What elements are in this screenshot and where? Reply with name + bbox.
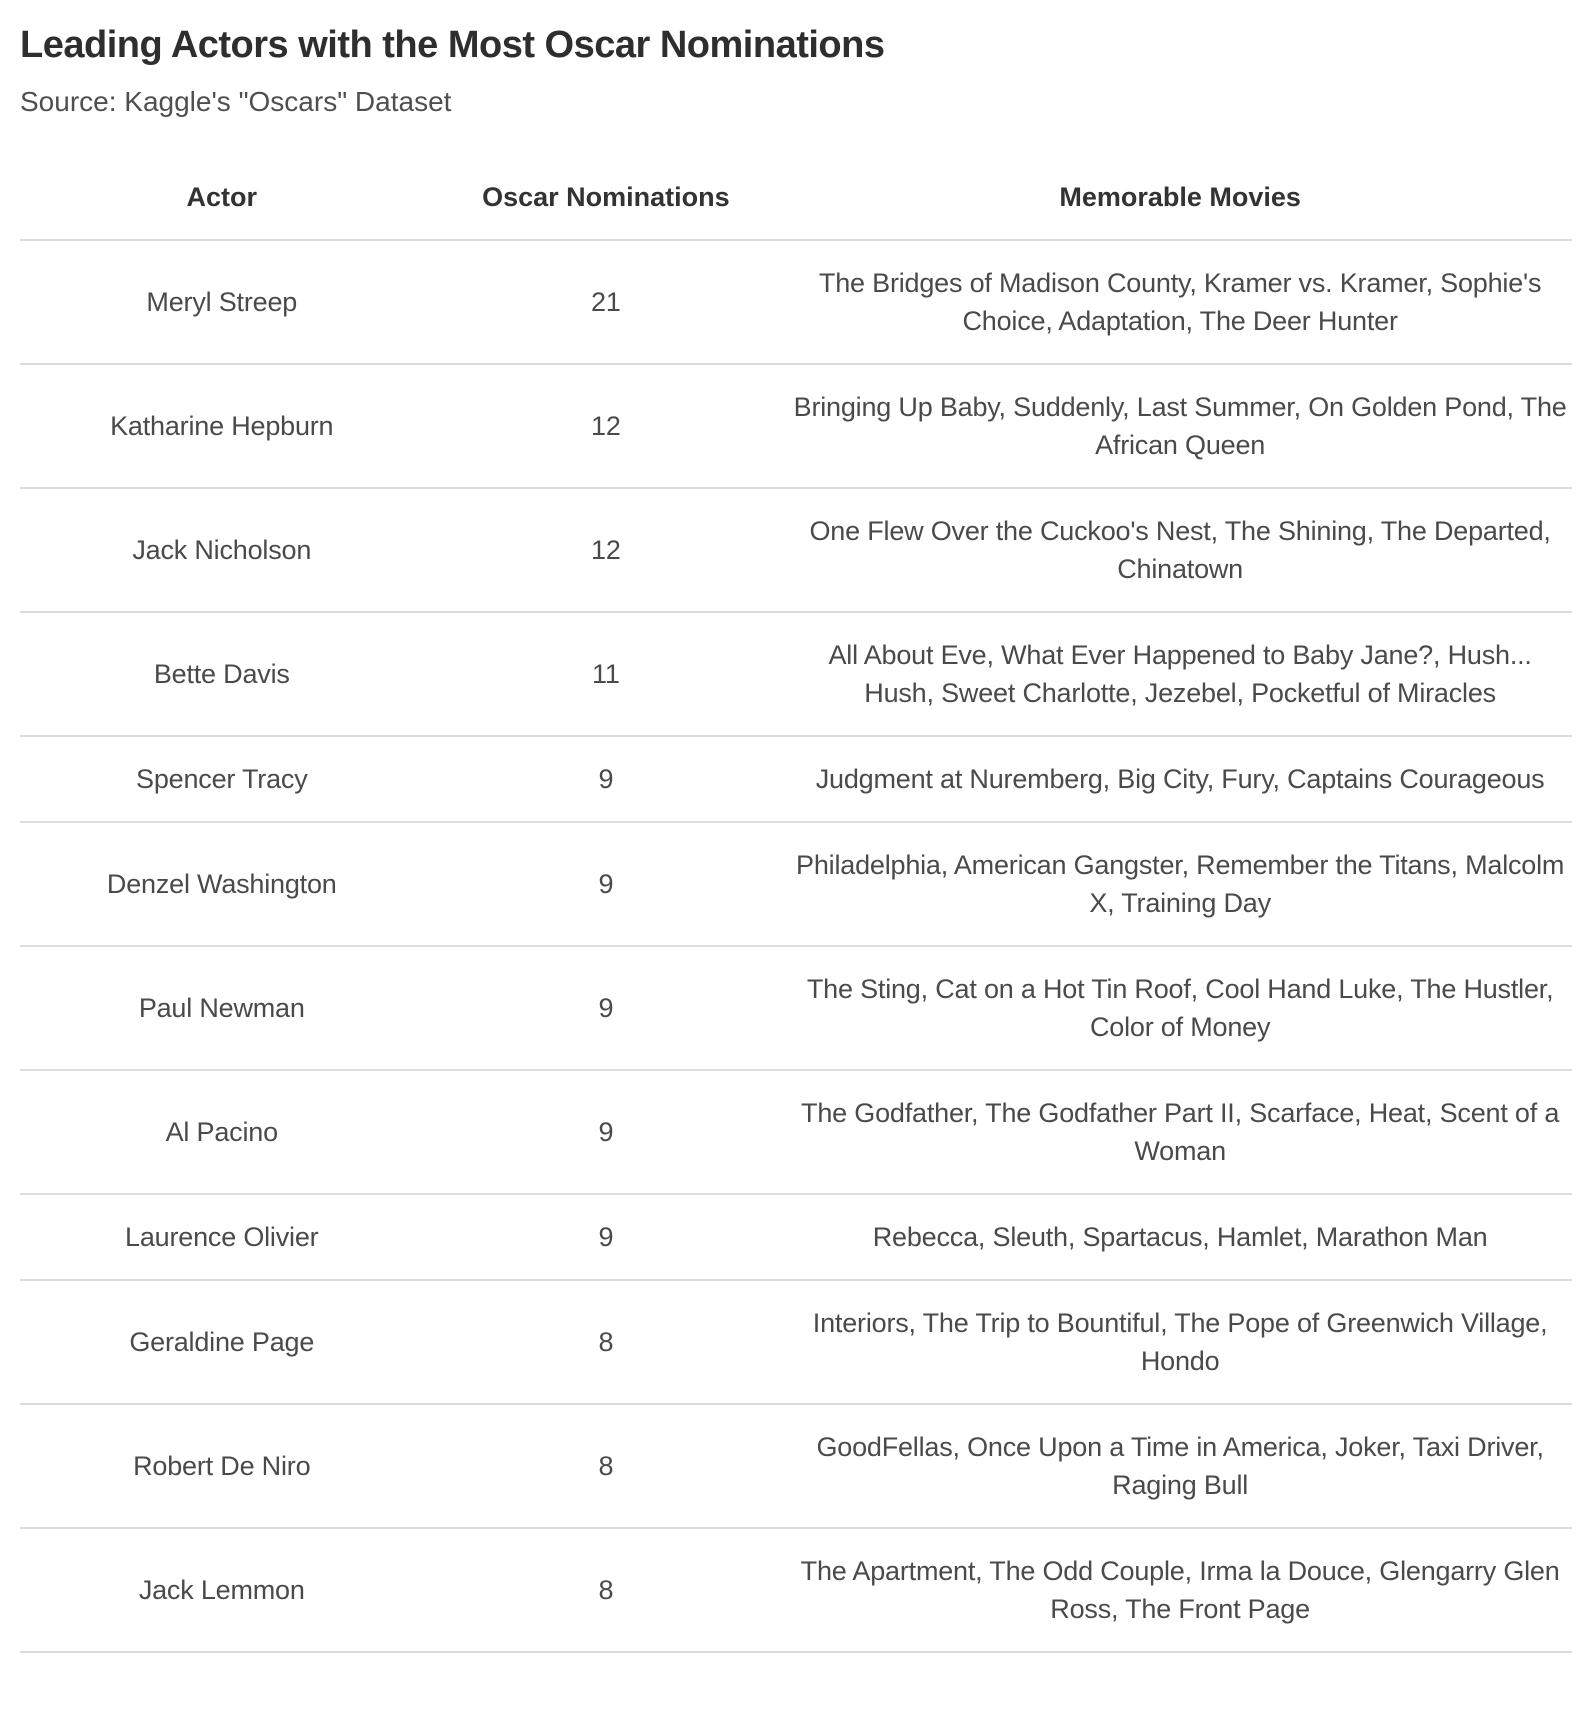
table-row: [20, 612, 1572, 736]
table-row: [20, 1070, 1572, 1194]
table-row: [20, 240, 1572, 364]
nominations-cell: 8: [424, 1404, 789, 1528]
actor-cell: Denzel Washington: [20, 822, 424, 946]
nominations-cell: 9: [424, 822, 789, 946]
nominations-cell: 9: [424, 946, 789, 1070]
table-row: [20, 1404, 1572, 1528]
table-row: [20, 488, 1572, 612]
actor-cell: Geraldine Page: [20, 1280, 424, 1404]
movies-cell: The Sting, Cat on a Hot Tin Roof, Cool Hand Luke, The Hustler, Color of Money: [788, 946, 1572, 1070]
movies-cell: The Bridges of Madison County, Kramer vs. Kramer, Sophie's Choice, Adaptation, The Deer Hunter: [788, 240, 1572, 364]
column-header-memorable-movies: Memorable Movies: [788, 178, 1572, 240]
nominations-cell: 11: [424, 612, 789, 736]
actor-cell: Meryl Streep: [20, 240, 424, 364]
nominations-cell: 8: [424, 1280, 789, 1404]
table-row: [20, 736, 1572, 822]
table-row: [20, 822, 1572, 946]
movies-cell: Interiors, The Trip to Bountiful, The Pope of Greenwich Village, Hondo: [788, 1280, 1572, 1404]
table-row: [20, 1280, 1572, 1404]
movies-cell: One Flew Over the Cuckoo's Nest, The Shining, The Departed, Chinatown: [788, 488, 1572, 612]
page-title: Leading Actors with the Most Oscar Nominations: [20, 24, 885, 66]
actor-cell: Paul Newman: [20, 946, 424, 1070]
nominations-cell: 9: [424, 736, 789, 822]
nominations-cell: 21: [424, 240, 789, 364]
actor-cell: Spencer Tracy: [20, 736, 424, 822]
header-row: [20, 178, 1572, 240]
table-row: [20, 1194, 1572, 1280]
movies-cell: Philadelphia, American Gangster, Remember the Titans, Malcolm X, Training Day: [788, 822, 1572, 946]
table-row: [20, 1528, 1572, 1652]
movies-cell: The Apartment, The Odd Couple, Irma la Douce, Glengarry Glen Ross, The Front Page: [788, 1528, 1572, 1652]
movies-cell: Bringing Up Baby, Suddenly, Last Summer, On Golden Pond, The African Queen: [788, 364, 1572, 488]
nominations-cell: 12: [424, 364, 789, 488]
movies-cell: All About Eve, What Ever Happened to Baby Jane?, Hush... Hush, Sweet Charlotte, Jezebel, Pocketful of Miracles: [788, 612, 1572, 736]
oscar-nominations-table: [20, 178, 1572, 1653]
nominations-cell: 8: [424, 1528, 789, 1652]
table-row: [20, 946, 1572, 1070]
movies-cell: Rebecca, Sleuth, Spartacus, Hamlet, Marathon Man: [788, 1194, 1572, 1280]
actor-cell: Laurence Olivier: [20, 1194, 424, 1280]
page-container: [0, 22, 1592, 1653]
movies-cell: Judgment at Nuremberg, Big City, Fury, Captains Courageous: [788, 736, 1572, 822]
actor-cell: Bette Davis: [20, 612, 424, 736]
actor-cell: Jack Lemmon: [20, 1528, 424, 1652]
source-line: Source: Kaggle's "Oscars" Dataset: [20, 86, 452, 117]
table-row: [20, 364, 1572, 488]
nominations-cell: 9: [424, 1194, 789, 1280]
nominations-cell: 12: [424, 488, 789, 612]
actor-cell: Al Pacino: [20, 1070, 424, 1194]
nominations-cell: 9: [424, 1070, 789, 1194]
actor-cell: Katharine Hepburn: [20, 364, 424, 488]
movies-cell: The Godfather, The Godfather Part II, Scarface, Heat, Scent of a Woman: [788, 1070, 1572, 1194]
column-header-actor: Actor: [20, 178, 424, 240]
column-header-oscar-nominations: Oscar Nominations: [424, 178, 789, 240]
actor-cell: Jack Nicholson: [20, 488, 424, 612]
actor-cell: Robert De Niro: [20, 1404, 424, 1528]
movies-cell: GoodFellas, Once Upon a Time in America, Joker, Taxi Driver, Raging Bull: [788, 1404, 1572, 1528]
